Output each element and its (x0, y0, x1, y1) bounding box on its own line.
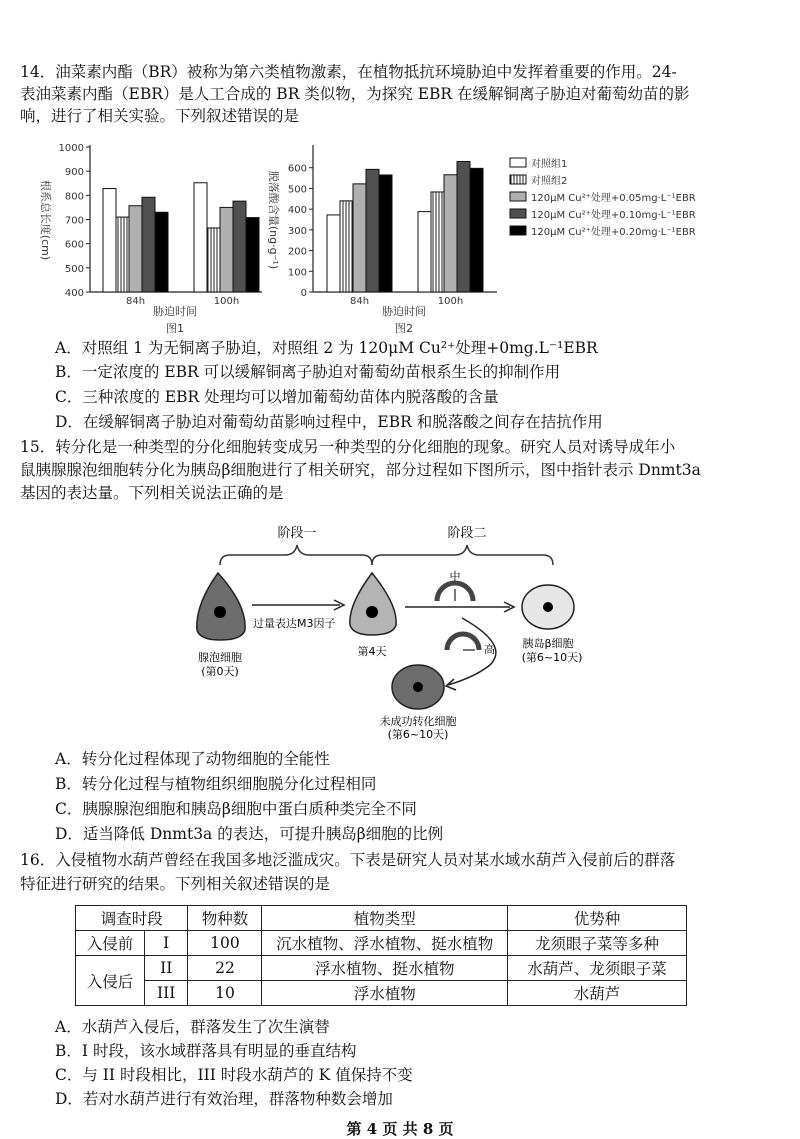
legend-label: 120μM Cu²⁺处理+0.05mg·L⁻¹EBR (531, 193, 696, 204)
chart-1 (59, 143, 262, 307)
period: I (145, 931, 188, 956)
chart-legend (510, 157, 696, 238)
q15-option-b: B．转分化过程与植物组织细胞脱分化过程相同 (55, 775, 377, 793)
survey-table (75, 905, 687, 1006)
y-tick-label: 100 (287, 267, 307, 279)
bar (457, 162, 470, 293)
q15-stem-line: 鼠胰腺腺泡细胞转分化为胰岛β细胞进行了相关研究，部分过程如下图所示，图中指针表示 Dnmt3a (20, 461, 701, 479)
y-tick-label: 900 (64, 167, 84, 179)
acinar-cell-day: (第0天) (201, 665, 239, 678)
y-tick-label: 600 (64, 239, 84, 251)
beta-cell-label: 胰岛β细胞 (522, 637, 574, 650)
y-tick-label: 0 (300, 288, 307, 299)
q15-option-a: A．转分化过程体现了动物细胞的全能性 (55, 750, 330, 768)
nucleus (413, 682, 423, 692)
legend-label: 对照组2 (531, 176, 568, 187)
table-row (76, 956, 687, 981)
q16-option-c: C．与 II 时段相比，III 时段水葫芦的 K 值保持不变 (55, 1066, 413, 1084)
bar (220, 207, 233, 292)
plant-types: 沉水植物、浮水植物、挺水植物 (262, 931, 508, 956)
legend-swatch (510, 158, 526, 167)
group-after: 入侵后 (76, 956, 145, 1006)
bar (233, 201, 246, 292)
q14-option-d: D．在缓解铜离子胁迫对葡萄幼苗影响过程中，EBR 和脱落酸之间存在拮抗作用 (55, 413, 603, 431)
bar (366, 169, 379, 292)
y-tick-label: 400 (64, 288, 84, 299)
q16-option-d: D．若对水葫芦进行有效治理，群落物种数会增加 (55, 1090, 393, 1108)
bar (418, 212, 431, 292)
gauge-high-icon (447, 634, 479, 650)
bar (116, 217, 129, 292)
legend-label: 120μM Cu²⁺处理+0.10mg·L⁻¹EBR (531, 210, 696, 221)
bar (444, 175, 457, 292)
legend-swatch (510, 226, 526, 235)
bar (194, 183, 207, 292)
header-period: 调查时段 (76, 906, 188, 931)
species-count: 100 (188, 931, 262, 956)
stage1-label: 阶段一 (277, 526, 317, 541)
bar (129, 206, 142, 292)
legend-swatch (510, 209, 526, 218)
level-high-label: 高 (484, 643, 495, 656)
period: III (145, 981, 188, 1006)
bar (353, 184, 366, 292)
page-footer: 第 4 页 共 8 页 (346, 1120, 454, 1138)
species-count: 22 (188, 956, 262, 981)
header-dominant: 优势种 (508, 906, 687, 931)
plant-types: 浮水植物、挺水植物 (262, 956, 508, 981)
bar (340, 201, 353, 292)
legend-label: 120μM Cu²⁺处理+0.20mg·L⁻¹EBR (531, 227, 696, 238)
chart2-title: 图2 (395, 322, 413, 335)
transdifferentiation-diagram (190, 515, 610, 740)
chart2-xlabel: 胁迫时间 (382, 305, 426, 318)
legend-label: 对照组1 (531, 159, 568, 170)
x-tick-label: 100h (213, 296, 240, 307)
x-tick-label: 84h (125, 296, 146, 307)
y-tick-label: 1000 (58, 143, 84, 154)
bar (470, 168, 483, 292)
y-tick-label: 500 (287, 184, 307, 196)
y-tick-label: 800 (64, 191, 84, 203)
legend-swatch (510, 175, 526, 184)
day4-cell (350, 573, 396, 635)
stage1-brace (220, 545, 372, 565)
q16-stem-line: 16．入侵植物水葫芦曾经在我国多地泛滥成灾。下表是研究人员对某水域水葫芦入侵前后的群落 (20, 851, 676, 869)
q15-stem-line: 基因的表达量。下列相关说法正确的是 (20, 484, 284, 502)
y-tick-label: 500 (64, 263, 84, 275)
nucleus (214, 606, 226, 618)
bar (246, 218, 259, 292)
nucleus (366, 606, 378, 618)
y-tick-label: 400 (287, 205, 307, 217)
bar (142, 197, 155, 292)
chart2-ylabel: 脱落酸含量(ng·g⁻¹) (267, 170, 280, 270)
beta-cell-day: (第6~10天) (521, 651, 583, 664)
acinar-cell-label: 腺泡细胞 (198, 651, 242, 664)
q16-option-a: A．水葫芦入侵后，群落发生了次生演替 (55, 1018, 330, 1036)
bar (327, 215, 340, 292)
y-tick-label: 600 (287, 163, 307, 175)
q14-option-c: C．三种浓度的 EBR 处理均可以增加葡萄幼苗体内脱落酸的含量 (55, 388, 499, 406)
q15-option-d: D．适当降低 Dnmt3a 的表达，可提升胰岛β细胞的比例 (55, 825, 444, 843)
period: II (145, 956, 188, 981)
stage2-label: 阶段二 (447, 526, 487, 541)
chart-2 (288, 145, 497, 307)
dominant-species: 水葫芦 (508, 981, 687, 1006)
header-species: 物种数 (188, 906, 262, 931)
q16-stem-line: 特征进行研究的结果。下列相关叙述错误的是 (20, 875, 331, 893)
bar (103, 189, 116, 292)
q14-stem-line: 14．油菜素内酯（BR）被称为第六类植物激素，在植物抵抗环境胁迫中发挥着重要的作用。24- (20, 63, 677, 81)
species-count: 10 (188, 981, 262, 1006)
header-types: 植物类型 (262, 906, 508, 931)
table-row (76, 981, 687, 1006)
x-tick-label: 84h (349, 296, 370, 307)
y-tick-label: 200 (287, 246, 307, 258)
table-header-row (76, 906, 687, 931)
group-before: 入侵前 (76, 931, 145, 956)
q15-option-c: C．胰腺腺泡细胞和胰岛β细胞中蛋白质种类完全不同 (55, 800, 417, 818)
bar (431, 192, 444, 292)
y-tick-label: 700 (64, 215, 84, 227)
day4-label: 第4天 (357, 645, 387, 658)
stage2-brace (372, 545, 553, 565)
q14-option-a: A．对照组 1 为无铜离子胁迫，对照组 2 为 120μM Cu²⁺处理+0mg.L⁻¹EBR (55, 339, 598, 357)
m3-factor-label: 过量表达M3因子 (253, 617, 336, 630)
bar (155, 212, 168, 292)
dominant-species: 龙须眼子菜等多种 (508, 931, 687, 956)
x-tick-label: 100h (437, 296, 464, 307)
chart1-ylabel: 根系总长度(cm) (39, 179, 52, 261)
legend-swatch (510, 192, 526, 201)
chart1-xlabel: 胁迫时间 (153, 305, 197, 318)
q16-option-b: B．I 时段，该水域群落具有明显的垂直结构 (55, 1042, 357, 1060)
failed-cell-label: 未成功转化细胞 (379, 715, 457, 728)
q14-option-b: B．一定浓度的 EBR 可以缓解铜离子胁迫对葡萄幼苗根系生长的抑制作用 (55, 363, 561, 381)
dominant-species: 水葫芦、龙须眼子菜 (508, 956, 687, 981)
bar (207, 228, 220, 292)
q14-stem-line: 表油菜素内酯（EBR）是人工合成的 BR 类似物，为探究 EBR 在缓解铜离子胁迫对葡萄幼苗的影 (20, 85, 690, 103)
bar (379, 175, 392, 292)
nucleus (543, 602, 553, 612)
q15-stem-line: 15．转分化是一种类型的分化细胞转变成另一种类型的分化细胞的现象。研究人员对诱导成年小 (20, 438, 676, 456)
plant-types: 浮水植物 (262, 981, 508, 1006)
level-mid-label: 中 (449, 570, 461, 583)
table-row (76, 931, 687, 956)
q14-stem-line: 响，进行了相关实验。下列叙述错误的是 (20, 107, 300, 125)
chart1-title: 图1 (166, 322, 184, 335)
failed-cell-day: (第6~10天) (387, 728, 449, 740)
q14-charts (0, 0, 800, 345)
y-tick-label: 300 (287, 225, 307, 237)
